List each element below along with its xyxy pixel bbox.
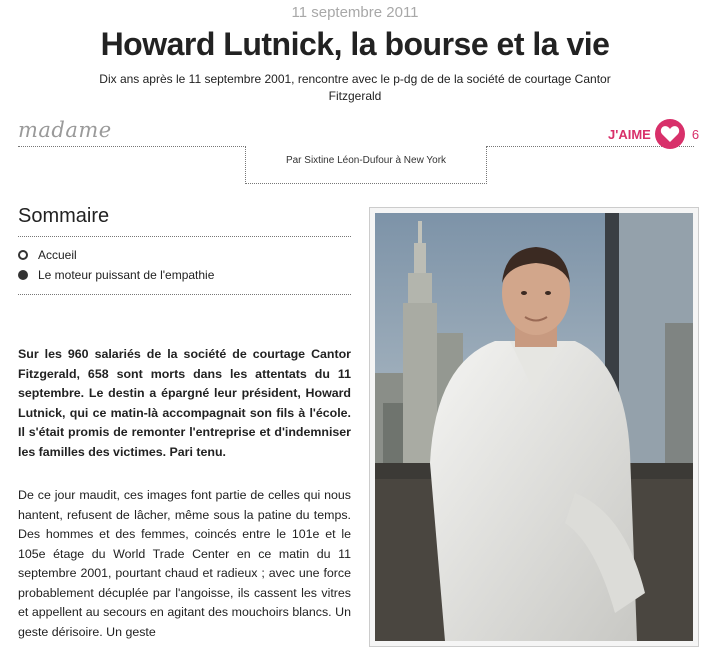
sommaire-list — [18, 245, 351, 285]
article-paragraph: De ce jour maudit, ces images font partie de celles qui nous hantent, refusent de lâcher, même sous la patine du temps. Des hommes et des femmes, coincés entre le 101e et le 105e étage du World Trade Center en ce matin du 11 septembre 2001, pourtant chaud et radieux ; avec une force probablement décuplée par l'angoisse, ils cassent les vitres et appellent au secours en agitant des mouchoirs blancs. Un geste dérisoire. Un geste — [18, 488, 351, 639]
divider — [18, 146, 246, 147]
article-title: Howard Lutnick, la bourse et la vie — [100, 26, 610, 62]
like-label[interactable]: J'AIME — [608, 126, 651, 142]
sommaire-item-label[interactable]: Accueil — [38, 248, 77, 262]
sommaire-item-empathie[interactable] — [18, 265, 351, 285]
article-lead: Sur les 960 salariés de la société de courtage Cantor Fitzgerald, 658 sont morts dans les attentats du 11 septembre. Le destin a épargné leur président, Howard Lutnick, qui ce matin-là accompagnait son fils à l'école. Il s'était promis de remonter l'entreprise et d'indemniser les familles des victimes. Pari tenu. — [18, 347, 351, 459]
article-subtitle: Dix ans après le 11 septembre 2001, rencontre avec le p-dg de de la société de courtage Cantor Fitzgerald — [99, 72, 611, 103]
heart-icon — [660, 125, 680, 143]
divider — [18, 236, 351, 237]
author-byline: Par Sixtine Léon-Dufour à New York — [245, 146, 487, 184]
divider — [18, 294, 351, 295]
ring-bullet-icon — [18, 250, 28, 260]
like-widget[interactable] — [608, 119, 699, 149]
article-date: 11 septembre 2011 — [291, 4, 419, 21]
dot-bullet-icon — [18, 270, 28, 280]
portrait-photo — [375, 213, 693, 641]
like-button[interactable] — [655, 119, 685, 149]
rubric-logo[interactable]: madame — [18, 118, 112, 142]
article-photo — [369, 207, 699, 647]
sommaire-item-accueil[interactable] — [18, 245, 351, 265]
sommaire-item-label[interactable]: Le moteur puissant de l'empathie — [38, 268, 215, 282]
like-count: 6 — [691, 126, 700, 142]
sommaire-title: Sommaire — [18, 205, 110, 227]
